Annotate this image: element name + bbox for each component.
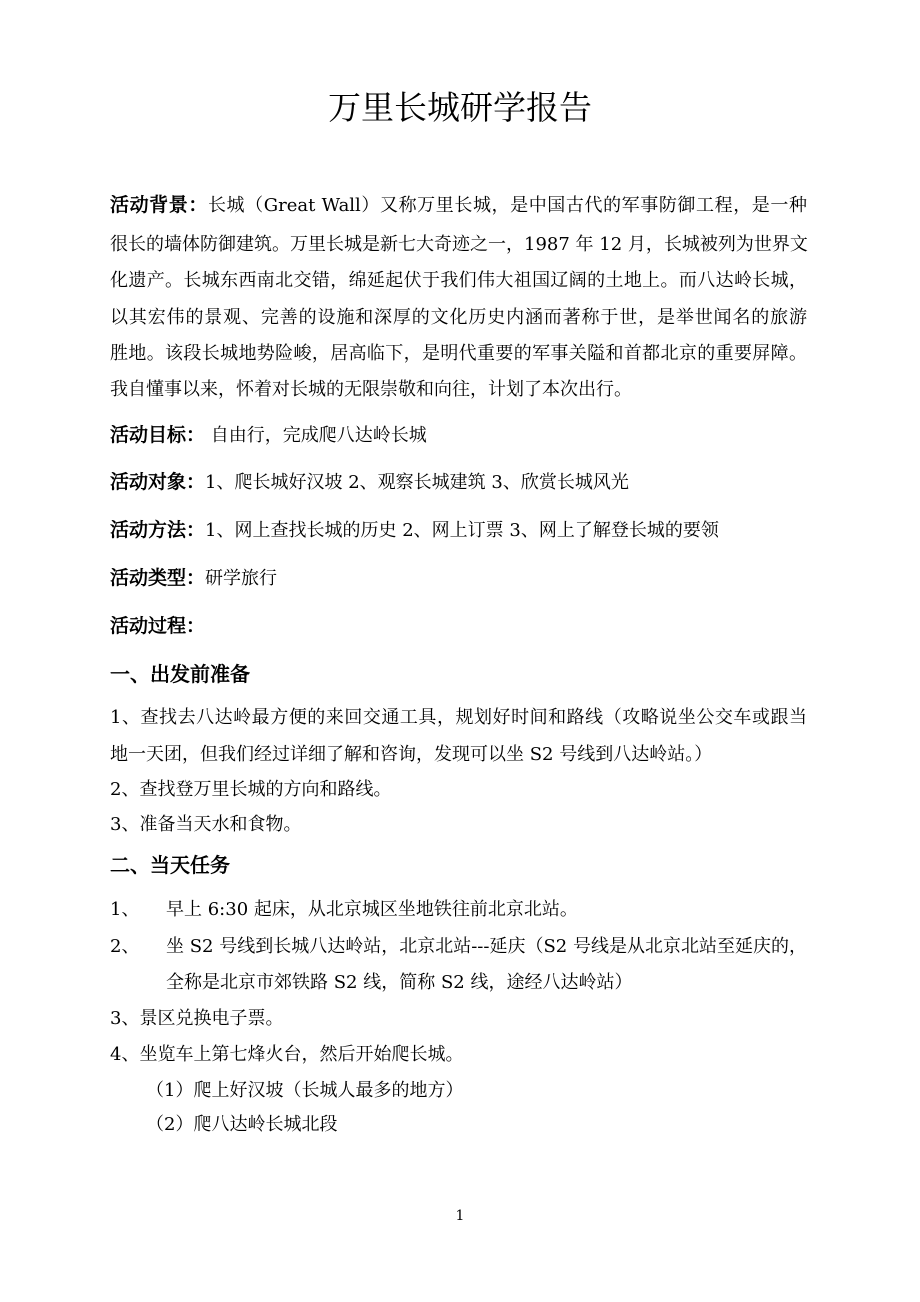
background-label: 活动背景：: [110, 194, 208, 216]
section1-line: 地一天团，但我们经过详细了解和咨询，发现可以坐 S2 号线到八达岭站。）: [110, 744, 713, 765]
target-row: 活动对象：1、爬长城好汉坡 2、观察长城建筑 3、欣赏长城风光: [110, 471, 629, 493]
task-item-continued: 全称是北京市郊铁路 S2 线，简称 S2 线，途经八达岭站）: [166, 972, 633, 993]
process-row: [110, 614, 205, 639]
task-item: 2、 坐 S2 号线到长城八达岭站，北京北站---延庆（S2 号线是从北京北站至延庆的，: [110, 936, 807, 957]
background-line: 化遗产。长城东西南北交错，绵延起伏于我们伟大祖国辽阔的土地上。而八达岭长城，: [110, 270, 807, 291]
task-subitem: （1）爬上好汉坡（长城人最多的地方）: [146, 1080, 464, 1101]
background-line: 活动背景：长城（Great Wall）又称万里长城，是中国古代的军事防御工程，是一种: [110, 194, 807, 216]
task-line: 4、坐览车上第七烽火台，然后开始爬长城。: [110, 1044, 464, 1065]
background-line: 我自懂事以来，怀着对长城的无限崇敬和向往，计划了本次出行。: [110, 379, 632, 400]
task-subitem: （2）爬八达岭长城北段: [146, 1114, 338, 1135]
background-line: 以其宏伟的景观、完善的设施和深厚的文化历史内涵而著称于世，是举世闻名的旅游: [110, 307, 807, 328]
section1-line: 1、查找去八达岭最方便的来回交通工具，规划好时间和路线（攻略说坐公交车或跟当: [110, 707, 807, 728]
goal-row: 活动目标： 自由行，完成爬八达岭长城: [110, 424, 427, 446]
goal-label: 活动目标：: [110, 424, 206, 446]
section1-heading: 一、出发前准备: [110, 662, 250, 686]
method-label: 活动方法：: [110, 519, 206, 541]
process-label: 活动过程：: [110, 615, 206, 637]
background-line: 胜地。该段长城地势险峻，居高临下，是明代重要的军事关隘和首都北京的重要屏障。: [110, 343, 807, 364]
section1-line: 2、查找登万里长城的方向和路线。: [110, 779, 392, 800]
method-row: 活动方法：1、网上查找长城的历史 2、网上订票 3、网上了解登长城的要领: [110, 519, 719, 541]
task-item: 1、 早上 6:30 起床，从北京城区坐地铁往前北京北站。: [110, 899, 578, 920]
target-label: 活动对象：: [110, 471, 206, 493]
task-line: 3、景区兑换电子票。: [110, 1008, 284, 1029]
document-title: 万里长城研学报告: [328, 88, 592, 127]
section2-heading: 二、当天任务: [110, 853, 230, 877]
type-row: 活动类型：研学旅行: [110, 567, 278, 589]
page-number: 1: [455, 1208, 465, 1224]
section1-line: 3、准备当天水和食物。: [110, 814, 302, 835]
type-label: 活动类型：: [110, 567, 206, 589]
background-line: 很长的墙体防御建筑。万里长城是新七大奇迹之一，1987 年 12 月，长城被列为世界文: [110, 234, 808, 255]
